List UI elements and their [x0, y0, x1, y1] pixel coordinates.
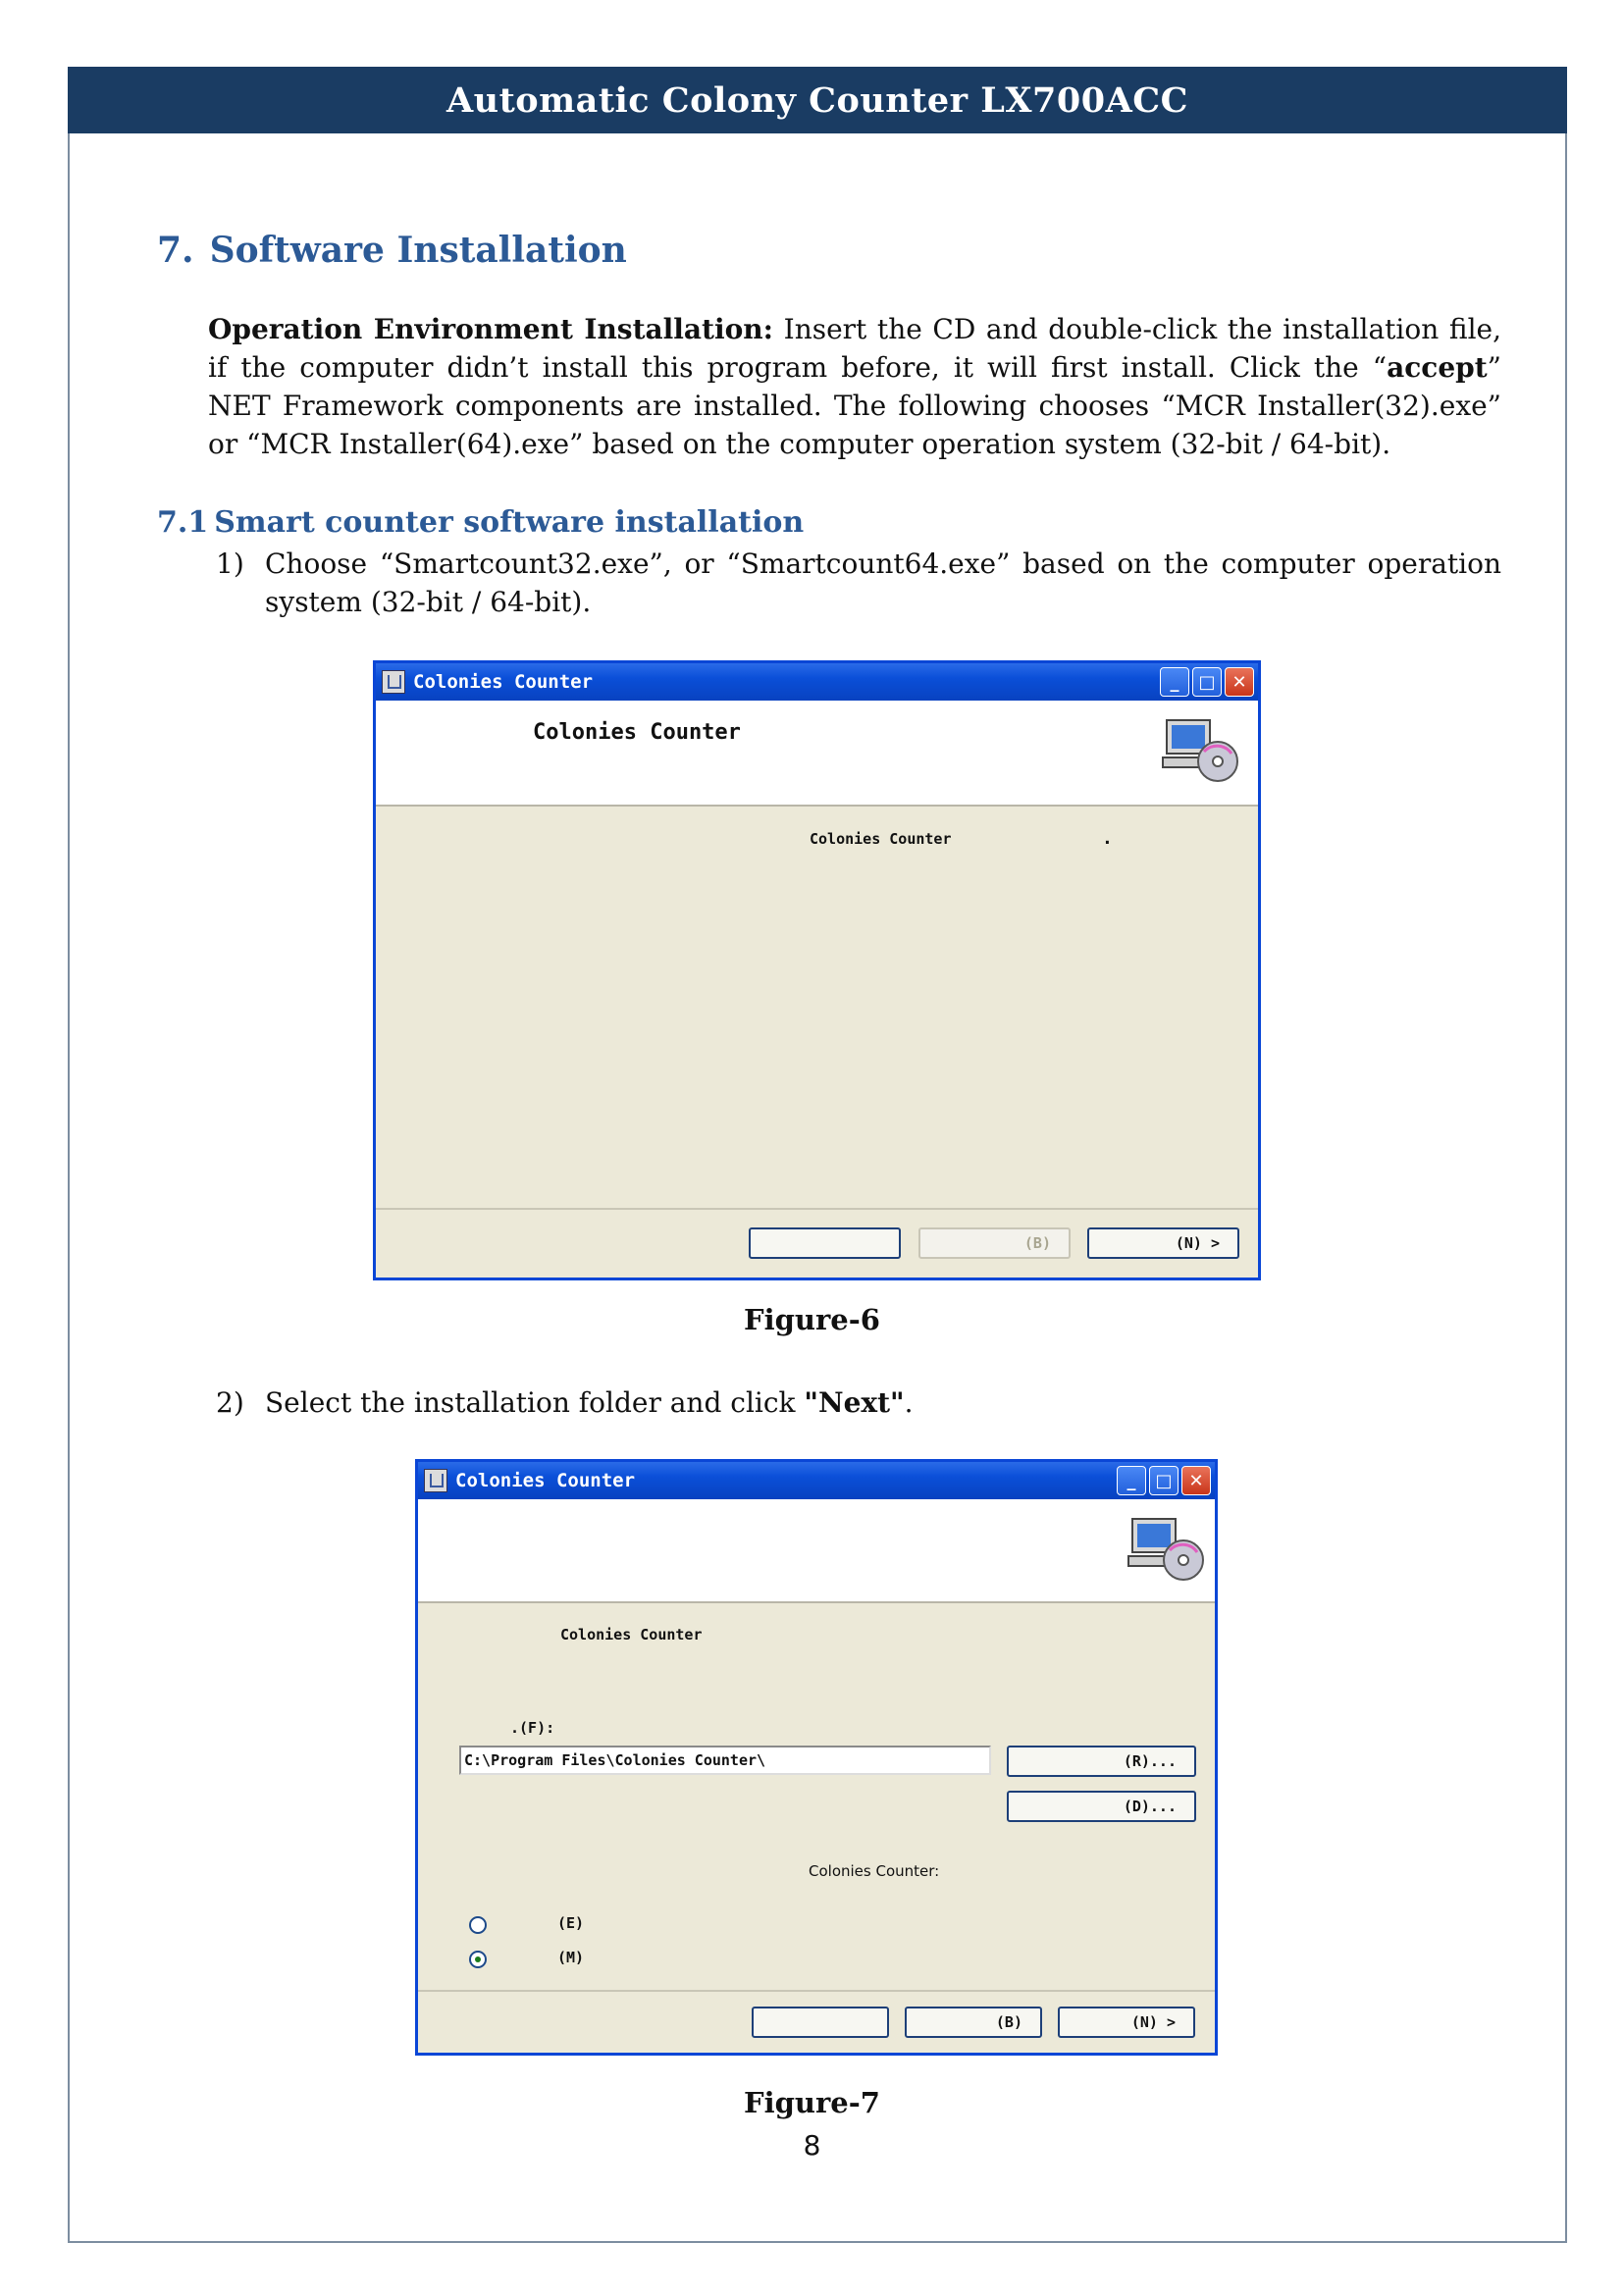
maximize-button[interactable]	[1149, 1466, 1179, 1495]
back-button-label: (B)	[995, 2013, 1022, 2031]
back-button[interactable]	[918, 1227, 1071, 1259]
window-titlebar	[418, 1462, 1215, 1499]
computer-cd-icon	[1126, 1515, 1205, 1584]
page-number: 8	[803, 2129, 821, 2162]
disk-cost-button[interactable]	[1007, 1791, 1196, 1822]
subsection-title: Smart counter software installation	[214, 505, 805, 540]
close-icon: ✕	[1231, 671, 1247, 693]
step-text-next: "Next"	[804, 1386, 905, 1419]
radio-everyone-label: (E)	[557, 1914, 585, 1932]
wizard-banner	[376, 701, 1258, 807]
intro-lead: Operation Environment Installation:	[208, 313, 774, 345]
step-text: Choose “Smartcount32.exe”, or “Smartcount64.exe” based on the computer operation system (32-bit / 64-bit).	[265, 548, 1501, 618]
figure-6-caption: Figure-6	[744, 1303, 880, 1336]
folder-path-value: C:\Program Files\Colonies Counter\	[464, 1751, 766, 1769]
next-button[interactable]	[1087, 1227, 1239, 1259]
installer-app-icon	[382, 670, 405, 694]
step-text-pre: Select the installation folder and click	[265, 1386, 805, 1419]
app-name-text: Colonies Counter	[560, 1626, 703, 1643]
minimize-icon: _	[1126, 1470, 1136, 1491]
subsection-number: 7.1	[157, 505, 209, 540]
maximize-icon: □	[1155, 1470, 1173, 1491]
close-button[interactable]	[1181, 1466, 1211, 1495]
section-heading	[157, 230, 627, 271]
computer-cd-icon	[1161, 716, 1239, 785]
document-header	[68, 67, 1567, 133]
intro-part1: Insert the CD and double-click the installation file, if the computer didn’t install this program before, it will first install. Click the “	[208, 313, 1501, 384]
footer-divider	[418, 1990, 1215, 1992]
radio-just-me-label: (M)	[557, 1949, 585, 1966]
close-icon: ✕	[1188, 1470, 1204, 1491]
radio-just-me[interactable]	[469, 1951, 487, 1968]
browse-button-label: (R)...	[1123, 1752, 1177, 1770]
body-text: Colonies Counter	[810, 830, 952, 848]
installer-window-fig6	[373, 660, 1261, 1280]
close-button[interactable]	[1225, 667, 1254, 697]
banner-title: Colonies Counter	[533, 720, 741, 745]
maximize-icon: □	[1198, 671, 1216, 693]
next-button-label: (N) >	[1175, 1234, 1220, 1252]
installer-app-icon	[424, 1469, 447, 1492]
cancel-button[interactable]	[749, 1227, 901, 1259]
wizard-banner	[418, 1499, 1215, 1603]
window-title: Colonies Counter	[413, 671, 594, 693]
back-button-label: (B)	[1023, 1234, 1051, 1252]
radio-everyone[interactable]	[469, 1916, 487, 1934]
folder-path-input[interactable]	[459, 1746, 991, 1775]
footer-divider	[376, 1208, 1258, 1210]
intro-accept: accept	[1387, 351, 1488, 384]
step-text	[265, 1383, 1501, 1422]
browse-button[interactable]	[1007, 1746, 1196, 1777]
step-number: 1)	[216, 548, 244, 580]
figure-7-caption: Figure-7	[744, 2086, 880, 2119]
section-number: 7.	[157, 230, 194, 271]
subsection-heading	[157, 505, 804, 540]
window-title: Colonies Counter	[455, 1470, 636, 1491]
intro-part2: ” NET Framework components are installed. The following chooses “MCR Installer(32).exe” or “MCR Installer(64).exe” based on the computer operation system (32-bit / 64-bit).	[208, 351, 1501, 460]
minimize-button[interactable]	[1160, 667, 1189, 697]
maximize-button[interactable]	[1192, 667, 1222, 697]
step-2	[216, 1383, 1501, 1422]
body-dot: .	[1102, 828, 1113, 849]
disk-cost-button-label: (D)...	[1123, 1798, 1177, 1815]
window-titlebar	[376, 663, 1258, 701]
minimize-button[interactable]	[1117, 1466, 1146, 1495]
next-button-label: (N) >	[1130, 2013, 1176, 2031]
section-title: Software Installation	[209, 230, 627, 271]
document-title: Automatic Colony Counter LX700ACC	[446, 79, 1188, 121]
install-for-label: Colonies Counter:	[809, 1862, 940, 1880]
folder-label: .(F):	[510, 1719, 555, 1737]
back-button[interactable]	[905, 2007, 1042, 2038]
cancel-button[interactable]	[752, 2007, 889, 2038]
next-button[interactable]	[1058, 2007, 1195, 2038]
intro-paragraph	[208, 310, 1501, 463]
minimize-icon: _	[1170, 671, 1179, 693]
installer-window-fig7	[415, 1459, 1218, 2056]
step-text-post: .	[904, 1386, 914, 1419]
step-1	[216, 545, 1501, 621]
step-number: 2)	[216, 1386, 244, 1419]
